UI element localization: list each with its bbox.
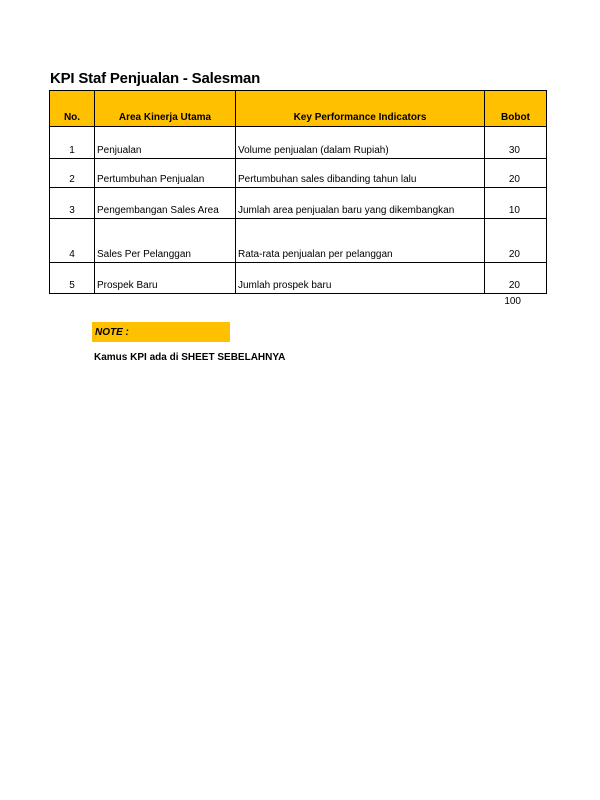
weight-total[interactable]: 100	[504, 296, 521, 307]
table-row	[50, 188, 547, 219]
cell-no[interactable]: 2	[50, 159, 95, 188]
cell-kpi[interactable]: Jumlah prospek baru	[236, 263, 485, 294]
cell-no[interactable]: 4	[50, 219, 95, 263]
cell-area[interactable]: Sales Per Pelanggan	[95, 219, 236, 263]
cell-area[interactable]: Pengembangan Sales Area	[95, 188, 236, 219]
table-row	[50, 127, 547, 159]
header-kpi[interactable]: Key Performance Indicators	[236, 91, 485, 127]
cell-area[interactable]: Prospek Baru	[95, 263, 236, 294]
cell-area[interactable]: Pertumbuhan Penjualan	[95, 159, 236, 188]
cell-no[interactable]: 5	[50, 263, 95, 294]
cell-kpi[interactable]: Pertumbuhan sales dibanding tahun lalu	[236, 159, 485, 188]
table-header-row	[50, 91, 547, 127]
table-row	[50, 219, 547, 263]
cell-weight[interactable]: 20	[485, 263, 547, 294]
cell-weight[interactable]: 20	[485, 159, 547, 188]
cell-weight[interactable]: 20	[485, 219, 547, 263]
table-row	[50, 263, 547, 294]
cell-weight[interactable]: 30	[485, 127, 547, 159]
header-no[interactable]: No.	[50, 91, 95, 127]
header-weight[interactable]: Bobot	[485, 91, 547, 127]
note-label[interactable]: NOTE :	[92, 322, 230, 342]
cell-no[interactable]: 3	[50, 188, 95, 219]
cell-kpi[interactable]: Rata-rata penjualan per pelanggan	[236, 219, 485, 263]
cell-no[interactable]: 1	[50, 127, 95, 159]
cell-weight[interactable]: 10	[485, 188, 547, 219]
cell-kpi[interactable]: Jumlah area penjualan baru yang dikembangkan	[236, 188, 485, 219]
note-text[interactable]: Kamus KPI ada di SHEET SEBELAHNYA	[94, 352, 286, 363]
page-title: KPI Staf Penjualan - Salesman	[50, 70, 261, 87]
kpi-table	[49, 90, 547, 294]
table-row	[50, 159, 547, 188]
cell-kpi[interactable]: Volume penjualan (dalam Rupiah)	[236, 127, 485, 159]
cell-area[interactable]: Penjualan	[95, 127, 236, 159]
header-area[interactable]: Area Kinerja Utama	[95, 91, 236, 127]
